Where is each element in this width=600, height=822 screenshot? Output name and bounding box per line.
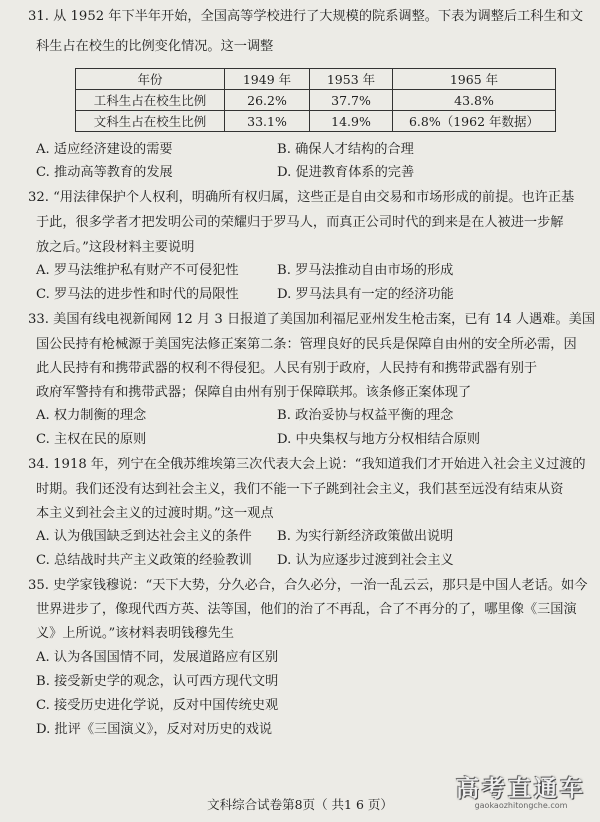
q35-option-b: B. 接受新史学的观念，认可西方现代文明 (36, 674, 279, 689)
table-header-cell: 1949 年 (225, 69, 310, 90)
q33-stem-line-1: 33. 美国有线电视新闻网 12 月 3 日报道了美国加利福尼亚州发生枪击案，已有 14 人遇难。美国 (28, 312, 596, 327)
q34-option-d: D. 认为应逐步过渡到社会主义 (277, 553, 454, 568)
q33-option-b: B. 政治妥协与权益平衡的理念 (277, 408, 454, 423)
q32-option-d: D. 罗马法具有一定的经济功能 (277, 287, 454, 302)
watermark-url: gaokaozhitongche.com (474, 801, 568, 810)
q34-stem-line-2: 时期。我们还没有达到社会主义，我们不能一下子跳到社会主义，我们甚至远没有结束从资 (36, 482, 564, 497)
q33-stem-line-2: 国公民持有枪械源于美国宪法修正案第二条：管理良好的民兵是保障自由州的安全所必需，因 (36, 337, 577, 352)
q34-stem-line-1: 34. 1918 年，列宁在全俄苏维埃第三次代表大会上说：“我知道我们才开始进入社会主义过渡的 (28, 457, 586, 472)
table-cell: 14.9% (310, 111, 393, 132)
table-cell: 37.7% (310, 90, 393, 111)
table-cell: 43.8% (393, 90, 556, 111)
table-cell: 33.1% (225, 111, 310, 132)
q31-option-a: A. 适应经济建设的需要 (36, 142, 173, 157)
table-cell: 工科生占在校生比例 (76, 90, 225, 111)
q33-option-c: C. 主权在民的原则 (36, 432, 147, 447)
q33-stem-line-3: 此人民持有和携带武器的权利不得侵犯。人民有别于政府，人民持有和携带武器有别于 (36, 361, 538, 376)
table-row (76, 90, 556, 111)
table-header-row (76, 69, 556, 90)
q34-option-a: A. 认为俄国缺乏到达社会主义的条件 (36, 529, 252, 544)
page-footer: 文科综合试卷第8页（ 共1 6 页） (207, 797, 393, 812)
watermark-title: 高考直通车 (456, 776, 586, 802)
table-cell: 文科生占在校生比例 (76, 111, 225, 132)
q31-stem-line-2: 科生占在校生的比例变化情况。这一调整 (36, 39, 274, 54)
q35-stem-line-3: 义》上所说。”该材料表明钱穆先生 (36, 626, 234, 641)
q35-option-a: A. 认为各国国情不同，发展道路应有区别 (36, 650, 279, 665)
q32-option-c: C. 罗马法的进步性和时代的局限性 (36, 287, 239, 302)
q32-stem-line-1: 32. “用法律保护个人权利，明确所有权归属，这些正是自由交易和市场形成的前提。也许正基 (28, 190, 575, 205)
q34-stem-line-3: 本主义到社会主义的过渡时期。”这一观点 (36, 506, 274, 521)
q32-stem-line-2: 于此，很多学者才把发明公司的荣耀归于罗马人，而真正公司时代的到来是在人被进一步解 (36, 215, 564, 230)
table-header-cell: 1953 年 (310, 69, 393, 90)
q31-stem-line-1: 31. 从 1952 年下半年开始，全国高等学校进行了大规模的院系调整。下表为调整后工科生和文 (28, 9, 584, 24)
q32-stem-line-3: 放之后。”这段材料主要说明 (36, 240, 195, 255)
q31-data-table (75, 68, 556, 132)
q33-stem-line-4: 政府军警持有和携带武器；保障自由州有别于保障联邦。该条修正案体现了 (36, 385, 472, 400)
q33-option-d: D. 中央集权与地方分权相结合原则 (277, 432, 481, 447)
q32-option-b: B. 罗马法推动自由市场的形成 (277, 263, 454, 278)
table-row (76, 111, 556, 132)
q31-option-d: D. 促进教育体系的完善 (277, 165, 415, 180)
q34-option-b: B. 为实行新经济政策做出说明 (277, 529, 454, 544)
q31-option-c: C. 推动高等教育的发展 (36, 165, 173, 180)
q35-option-c: C. 接受历史进化学说，反对中国传统史观 (36, 698, 279, 713)
q35-stem-line-2: 世界进步了，像现代西方英、法等国，他们的治了不再乱，合了不再分的了，哪里像《三国演 (36, 602, 577, 617)
q35-stem-line-1: 35. 史学家钱穆说：“天下大势，分久必合，合久必分，一治一乱云云，那只是中国人老话。如今 (28, 578, 588, 593)
q31-option-b: B. 确保人才结构的合理 (277, 142, 414, 157)
table-header-cell: 年份 (76, 69, 225, 90)
q34-option-c: C. 总结战时共产主义政策的经验教训 (36, 553, 252, 568)
q32-option-a: A. 罗马法维护私有财产不可侵犯性 (36, 263, 239, 278)
q33-option-a: A. 权力制衡的理念 (36, 408, 147, 423)
table-cell: 26.2% (225, 90, 310, 111)
q35-option-d: D. 批评《三国演义》，反对对历史的戏说 (36, 722, 273, 737)
table-cell: 6.8%（1962 年数据） (393, 111, 556, 132)
table-header-cell: 1965 年 (393, 69, 556, 90)
